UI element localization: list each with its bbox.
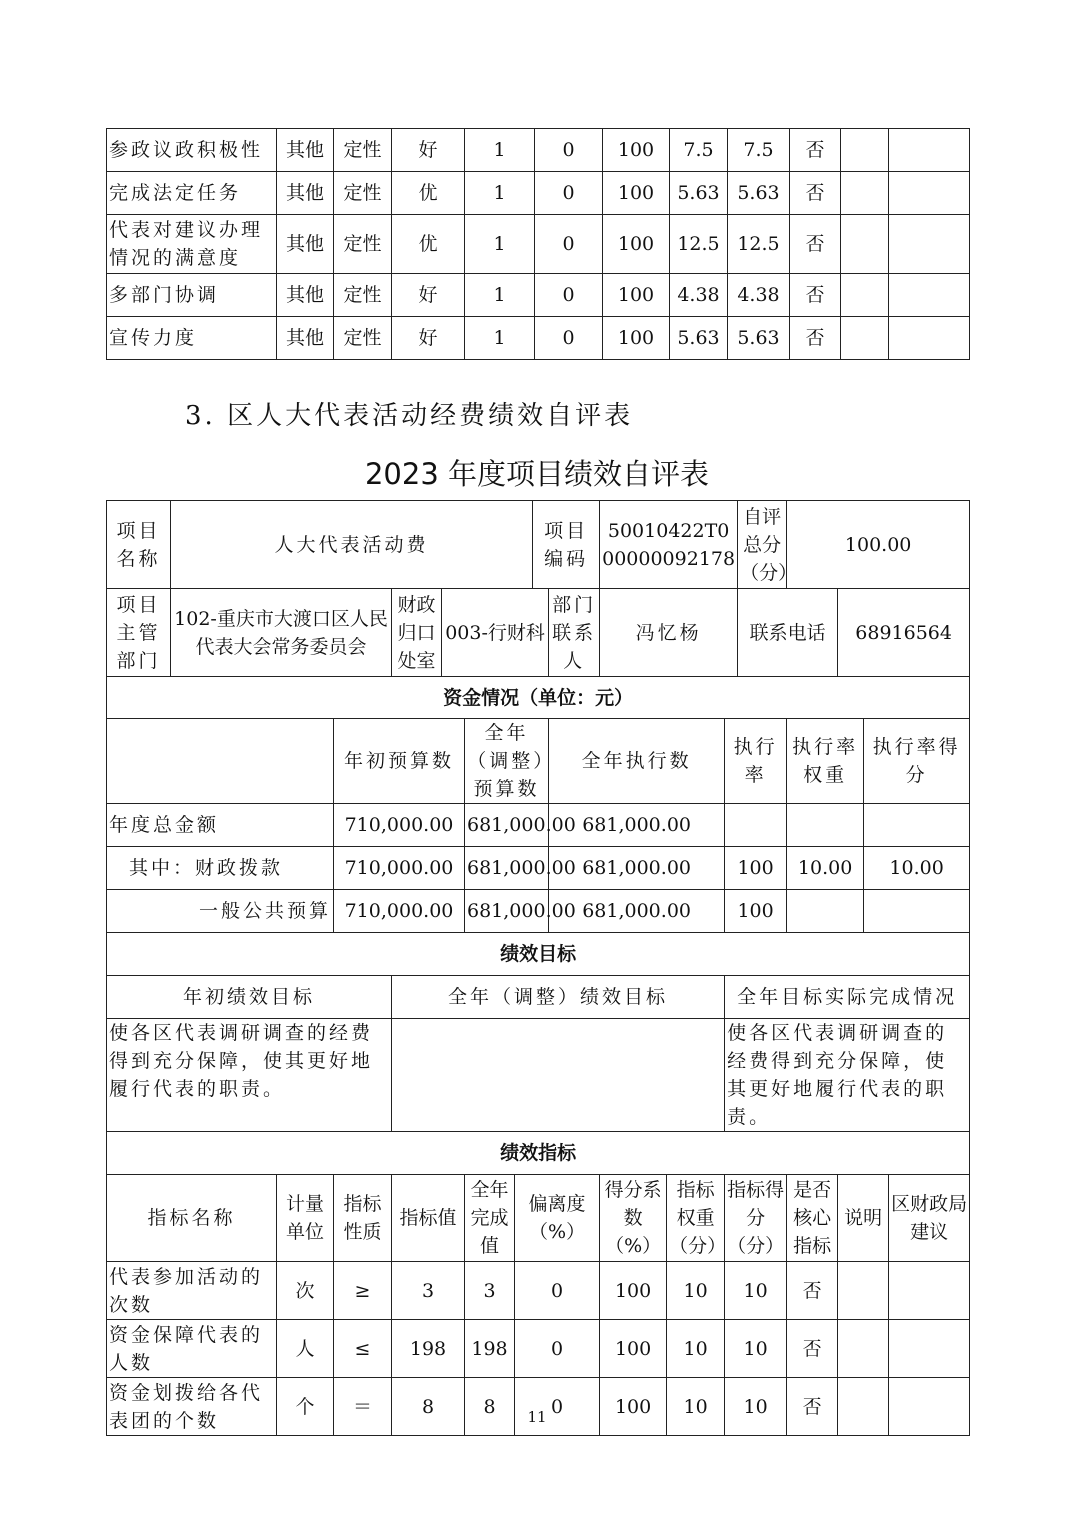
funds-row-label: 一般公共预算 [107, 890, 334, 933]
nature-cell: 定性 [334, 129, 392, 172]
funds-row [107, 804, 970, 847]
coef-cell: 100 [603, 215, 670, 274]
ind-header-coef: 得分系数（%） [600, 1175, 667, 1262]
funds-executed: 681,000.00 [549, 890, 725, 933]
funds-header-budget: 年初预算数 [334, 719, 465, 804]
actual-cell: 1 [465, 215, 535, 274]
project-info-row [107, 501, 970, 589]
nature-cell: 定性 [334, 172, 392, 215]
advice-cell [889, 274, 970, 317]
section-row [107, 677, 970, 719]
unit-cell: 其他 [277, 274, 334, 317]
funds-budget: 710,000.00 [334, 804, 465, 847]
target-cell: 优 [392, 215, 465, 274]
score-cell: 10 [725, 1262, 787, 1320]
note-cell [841, 215, 889, 274]
funds-header-rate: 执行率 [725, 719, 787, 804]
project-name-label: 项目名称 [107, 501, 171, 589]
weight-cell: 10 [667, 1320, 725, 1378]
weight-cell: 5.63 [670, 172, 728, 215]
coef-cell: 100 [600, 1262, 667, 1320]
advice-cell [889, 1262, 970, 1320]
advice-cell [889, 129, 970, 172]
nature-cell: ≤ [334, 1320, 392, 1378]
ind-header-advice: 区财政局建议 [889, 1175, 970, 1262]
funds-adjusted: 681,000.00 [465, 804, 549, 847]
indicator-name: 资金划拨给各代表团的个数 [107, 1378, 277, 1436]
core-cell: 否 [790, 317, 841, 360]
unit-cell: 人 [277, 1320, 334, 1378]
funds-rate-score [864, 804, 970, 847]
deviation-cell: 0 [535, 317, 603, 360]
project-code: 50010422T000000092178 [600, 501, 738, 589]
ind-header-nature: 指标性质 [334, 1175, 392, 1262]
coef-cell: 100 [603, 274, 670, 317]
weight-cell: 12.5 [670, 215, 728, 274]
advice-cell [889, 1320, 970, 1378]
section-row [107, 1132, 970, 1175]
note-cell [841, 274, 889, 317]
target-cell: 优 [392, 172, 465, 215]
funds-row [107, 890, 970, 933]
nature-cell: 定性 [334, 317, 392, 360]
goal-adjusted [392, 1019, 725, 1132]
nature-cell: ＝ [334, 1378, 392, 1436]
indicator-name: 代表对建议办理情况的满意度 [107, 215, 277, 274]
note-cell [838, 1320, 889, 1378]
funds-rate-weight [787, 804, 864, 847]
actual-cell: 1 [465, 274, 535, 317]
ind-header-name: 指标名称 [107, 1175, 277, 1262]
contact-label: 部门联系人 [549, 589, 600, 677]
score-cell: 10 [725, 1320, 787, 1378]
deviation-cell: 0 [515, 1262, 600, 1320]
advice-cell [889, 215, 970, 274]
page-number: 11 [527, 1408, 547, 1426]
funds-rate-score: 10.00 [864, 847, 970, 890]
funds-adjusted: 681,000.00 [465, 890, 549, 933]
value-cell: 3 [392, 1262, 465, 1320]
goal-initial: 使各区代表调研调查的经费得到充分保障，使其更好地履行代表的职责。 [107, 1019, 392, 1132]
ind-header-value: 指标值 [392, 1175, 465, 1262]
advice-cell [889, 172, 970, 215]
deviation-cell: 0 [515, 1378, 600, 1436]
funds-budget: 710,000.00 [334, 847, 465, 890]
top-indicator-table [106, 128, 970, 360]
table-row [107, 172, 970, 215]
ind-header-unit: 计量单位 [277, 1175, 334, 1262]
phone-number: 68916564 [838, 589, 970, 677]
section-row [107, 933, 970, 976]
ind-header-score: 指标得分（分） [725, 1175, 787, 1262]
indicator-name: 宣传力度 [107, 317, 277, 360]
deviation-cell: 0 [535, 274, 603, 317]
unit-cell: 其他 [277, 172, 334, 215]
ind-header-weight: 指标权重（分） [667, 1175, 725, 1262]
target-cell: 好 [392, 317, 465, 360]
contact-person: 冯忆杨 [600, 589, 738, 677]
indicator-name: 完成法定任务 [107, 172, 277, 215]
goals-header-adjusted: 全年（调整）绩效目标 [392, 976, 725, 1019]
funds-rate: 100 [725, 847, 787, 890]
funds-executed: 681,000.00 [549, 847, 725, 890]
target-cell: 好 [392, 274, 465, 317]
ind-header-actual: 全年完成值 [465, 1175, 515, 1262]
advice-cell [889, 1378, 970, 1436]
weight-cell: 10 [667, 1262, 725, 1320]
note-cell [838, 1378, 889, 1436]
core-cell: 否 [787, 1320, 838, 1378]
project-info-row [107, 589, 970, 677]
deviation-cell: 0 [535, 129, 603, 172]
table-row [107, 129, 970, 172]
core-cell: 否 [787, 1262, 838, 1320]
score-cell: 4.38 [728, 274, 790, 317]
advice-cell [889, 317, 970, 360]
deviation-cell: 0 [535, 172, 603, 215]
goals-header-actual: 全年目标实际完成情况 [725, 976, 970, 1019]
indicator-row [107, 1262, 970, 1320]
weight-cell: 7.5 [670, 129, 728, 172]
funds-header-row [107, 719, 970, 804]
core-cell: 否 [790, 215, 841, 274]
funds-rate [725, 804, 787, 847]
weight-cell: 5.63 [670, 317, 728, 360]
dept-label: 项目主管部门 [107, 589, 171, 677]
funds-header-rate-weight: 执行率权重 [787, 719, 864, 804]
funds-row [107, 847, 970, 890]
score-cell: 5.63 [728, 317, 790, 360]
indicators-section-title: 绩效指标 [107, 1132, 970, 1175]
goal-actual: 使各区代表调研调查的经费得到充分保障，使其更好地履行代表的职责。 [725, 1019, 970, 1132]
funds-header-rate-score: 执行率得分 [864, 719, 970, 804]
funds-rate-score [864, 890, 970, 933]
coef-cell: 100 [600, 1320, 667, 1378]
self-score: 100.00 [787, 501, 970, 589]
table-title: 2023 年度项目绩效自评表 [364, 457, 710, 491]
coef-cell: 100 [600, 1378, 667, 1436]
value-cell: 198 [392, 1320, 465, 1378]
score-cell: 12.5 [728, 215, 790, 274]
coef-cell: 100 [603, 129, 670, 172]
dept: 102-重庆市大渡口区人民代表大会常务委员会 [171, 589, 392, 677]
actual-cell: 1 [465, 172, 535, 215]
note-cell [841, 317, 889, 360]
core-cell: 否 [790, 172, 841, 215]
goals-section-title: 绩效目标 [107, 933, 970, 976]
phone-label: 联系电话 [738, 589, 838, 677]
actual-cell: 198 [465, 1320, 515, 1378]
indicator-row [107, 1320, 970, 1378]
funds-rate: 100 [725, 890, 787, 933]
funds-rate-weight: 10.00 [787, 847, 864, 890]
core-cell: 否 [790, 129, 841, 172]
table-row [107, 274, 970, 317]
table-row [107, 317, 970, 360]
self-score-label: 自评总分（分） [738, 501, 787, 589]
funds-adjusted: 681,000.00 [465, 847, 549, 890]
self-evaluation-table [106, 500, 970, 1436]
indicator-name: 多部门协调 [107, 274, 277, 317]
coef-cell: 100 [603, 317, 670, 360]
coef-cell: 100 [603, 172, 670, 215]
funds-rate-weight [787, 890, 864, 933]
actual-cell: 3 [465, 1262, 515, 1320]
project-name: 人大代表活动费 [171, 501, 533, 589]
note-cell [841, 172, 889, 215]
goals-row [107, 1019, 970, 1132]
ind-header-deviation: 偏离度（%） [515, 1175, 600, 1262]
finance-label: 财政归口处室 [392, 589, 442, 677]
funds-header-blank [107, 719, 334, 804]
ind-header-note: 说明 [838, 1175, 889, 1262]
section-heading: 3. 区人大代表活动经费绩效自评表 [185, 401, 634, 431]
table-row [107, 215, 970, 274]
nature-cell: ≥ [334, 1262, 392, 1320]
indicator-row [107, 1378, 970, 1436]
deviation-cell: 0 [515, 1320, 600, 1378]
funds-header-adjusted: 全年（调整）预算数 [465, 719, 549, 804]
note-cell [841, 129, 889, 172]
finance-office: 003-行财科 [442, 589, 549, 677]
core-cell: 否 [790, 274, 841, 317]
indicator-name: 参政议政积极性 [107, 129, 277, 172]
deviation-cell: 0 [535, 215, 603, 274]
actual-cell: 8 [465, 1378, 515, 1436]
nature-cell: 定性 [334, 215, 392, 274]
funds-executed: 681,000.00 [549, 804, 725, 847]
actual-cell: 1 [465, 129, 535, 172]
indicator-name: 资金保障代表的人数 [107, 1320, 277, 1378]
weight-cell: 10 [667, 1378, 725, 1436]
goals-header-initial: 年初绩效目标 [107, 976, 392, 1019]
funds-section-title: 资金情况（单位：元） [107, 677, 970, 719]
target-cell: 好 [392, 129, 465, 172]
value-cell: 8 [392, 1378, 465, 1436]
score-cell: 10 [725, 1378, 787, 1436]
score-cell: 7.5 [728, 129, 790, 172]
ind-header-core: 是否核心指标 [787, 1175, 838, 1262]
funds-row-label: 其中：财政拨款 [107, 847, 334, 890]
funds-header-executed: 全年执行数 [549, 719, 725, 804]
unit-cell: 其他 [277, 215, 334, 274]
weight-cell: 4.38 [670, 274, 728, 317]
unit-cell: 其他 [277, 129, 334, 172]
core-cell: 否 [787, 1378, 838, 1436]
project-code-label: 项目编码 [533, 501, 600, 589]
note-cell [838, 1262, 889, 1320]
actual-cell: 1 [465, 317, 535, 360]
nature-cell: 定性 [334, 274, 392, 317]
indicators-header-row [107, 1175, 970, 1262]
indicator-name: 代表参加活动的次数 [107, 1262, 277, 1320]
score-cell: 5.63 [728, 172, 790, 215]
unit-cell: 个 [277, 1378, 334, 1436]
funds-budget: 710,000.00 [334, 890, 465, 933]
goals-header-row [107, 976, 970, 1019]
unit-cell: 其他 [277, 317, 334, 360]
unit-cell: 次 [277, 1262, 334, 1320]
funds-row-label: 年度总金额 [107, 804, 334, 847]
